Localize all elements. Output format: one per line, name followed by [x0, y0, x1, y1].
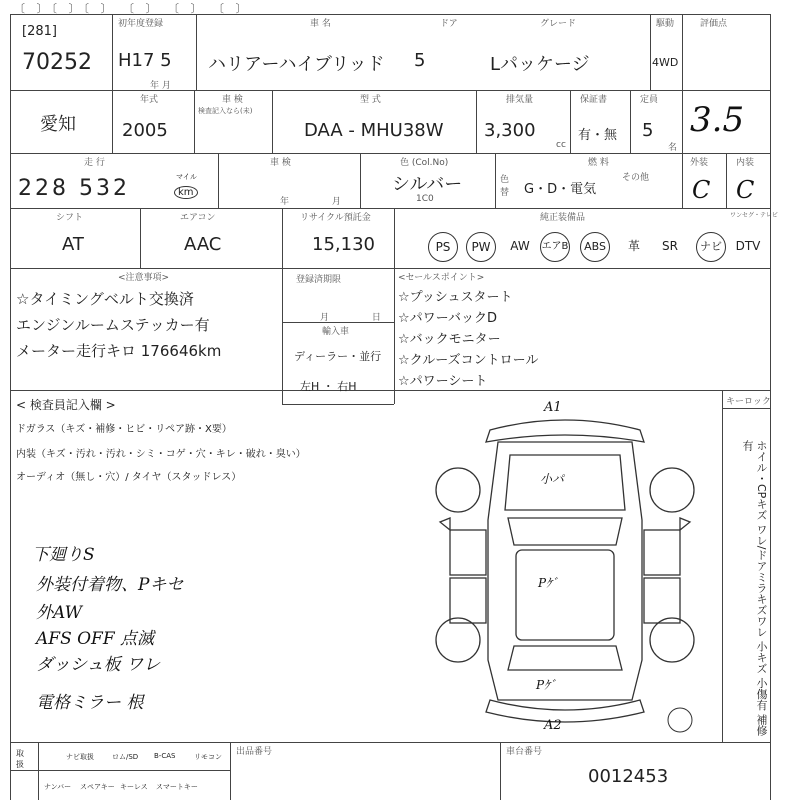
color-no: 1C0 [416, 194, 434, 204]
model-label: 型 式 [360, 95, 381, 105]
handle-value: 左H ・ 右H [300, 380, 357, 393]
exterior-label: 外装 [690, 158, 709, 168]
doors-value: 5 [414, 50, 426, 71]
v6 [272, 90, 273, 153]
v4 [682, 14, 683, 153]
h-notes-bottom [282, 404, 394, 405]
car-name-label: 車 名 [310, 19, 331, 29]
mirror-left [440, 518, 450, 530]
v3 [650, 14, 651, 90]
sales-line-1: ☆プッシュスタート [398, 290, 513, 305]
sales-line-3: ☆バックモニター [398, 332, 501, 347]
inspector-line-3: オーディオ（無し・穴）/ タイヤ（スタッドレス） [16, 472, 242, 483]
door-rr [644, 578, 680, 623]
shift-label: シフト [56, 213, 84, 223]
front-bumper-shape [486, 420, 644, 442]
footer-handling: 取扱 [16, 749, 24, 769]
year-label: 年式 [140, 95, 159, 105]
displacement-unit: cc [556, 140, 566, 150]
v12 [495, 153, 496, 208]
line-footer [10, 742, 770, 743]
displacement-value: 3,300 [484, 120, 536, 141]
rear-glass-shape [508, 646, 622, 670]
frame-left [10, 14, 11, 800]
hand-note-4: AFS OFF 点滅 [36, 629, 155, 649]
caution-line-3: メーター走行キロ 176646km [16, 342, 222, 360]
hand-note-2: 外装付着物、Pキセ [36, 575, 184, 595]
sales-line-4: ☆クルーズコントロール [398, 353, 539, 368]
key-lock-label: キーロック [726, 397, 771, 407]
door-rl [450, 578, 486, 623]
capacity-label: 定員 [640, 95, 659, 105]
equip-abs: ABS [580, 232, 610, 262]
chassis-number: 0012453 [588, 766, 669, 787]
v19 [394, 268, 395, 404]
hand-note-1: 下廻りS [32, 545, 95, 565]
sales-label: <セールスポイント> [398, 273, 485, 283]
v5 [194, 90, 195, 153]
footer-spare-key: スペアキー [80, 783, 115, 791]
equip-dtv: DTV [735, 239, 761, 253]
side-notes: ホイル・CPキズ ワレ/ドアミラキズワレ 小キズ 小傷有 補修有 [741, 440, 768, 737]
equip-pw: PW [466, 232, 496, 262]
capacity-value: 5 [642, 120, 654, 141]
equipment-label: 純正装備品 [540, 213, 586, 223]
inspector-line-1: ドガラス（キズ・補修・ヒビ・リペア跡・X要） [16, 424, 232, 435]
v8 [570, 90, 571, 153]
body-outline-shape [488, 442, 642, 700]
aircon-value: AAC [184, 234, 222, 255]
mileage-unit-mile: マイル [176, 173, 197, 181]
inspection-sub: 年 月 [280, 197, 341, 207]
sales-line-5: ☆パワーシート [398, 374, 488, 389]
aircon-label: エアコン [180, 213, 216, 223]
wheel-rl [436, 618, 480, 662]
v13 [682, 153, 683, 208]
color-change-label: 色替 [500, 175, 510, 198]
fuel-other: その他 [622, 173, 650, 183]
wheel-fl [436, 468, 480, 512]
chassis-label: 車台番号 [506, 747, 543, 757]
sheet-title: 〔 〕〔 〕〔 〕 〔 〕 〔 〕 〔 〕 [14, 2, 251, 15]
import-value: ディーラー・並行 [294, 350, 382, 363]
equip-ps: PS [428, 232, 458, 262]
mirror-right [680, 518, 690, 530]
equip-navi: ナビ [696, 232, 726, 262]
color-label: 色 (Col.No) [400, 158, 449, 168]
color-value: シルバー [392, 174, 463, 195]
line-notes [10, 390, 770, 391]
hood-shape [505, 455, 625, 510]
v10 [218, 153, 219, 208]
shaken-label: 車 検 [222, 95, 243, 105]
equip-leather: 革 [627, 239, 640, 253]
footer-number: ナンバー [44, 783, 72, 791]
diagram-mark-a1: A1 [544, 400, 562, 415]
inspector-label: < 検査員記入欄 > [16, 398, 116, 412]
v14 [726, 153, 727, 208]
hand-note-3: 外AW [36, 603, 83, 623]
sales-line-2: ☆パワーバックD [398, 311, 498, 326]
fv2 [230, 742, 231, 800]
diagram-mark-a2: A2 [544, 718, 562, 733]
wheel-fr [650, 468, 694, 512]
caution-line-1: ☆タイミングベルト交換済 [16, 290, 194, 308]
equip-sr: SR [662, 239, 678, 253]
hand-note-6: 電格ミラー 根 [36, 693, 144, 713]
v16 [282, 208, 283, 268]
line-row1 [10, 90, 770, 91]
seller-label: 出品番号 [236, 747, 273, 757]
drive-label: 駆動 [656, 19, 675, 29]
fv3 [500, 742, 501, 800]
lot-number: 70252 [22, 50, 92, 75]
spare-wheel-mark [668, 708, 692, 732]
wheel-rr [650, 618, 694, 662]
windshield-shape [508, 518, 622, 545]
line-row4 [10, 268, 770, 269]
tv-label: ワンセグ・テレビ [730, 212, 778, 219]
displacement-label: 排気量 [506, 95, 534, 105]
reg-label: 登録済期限 [296, 275, 342, 285]
doors-label: ドア [440, 19, 458, 29]
fuel-label: 燃 料 [588, 158, 609, 168]
mileage-label: 走 行 [84, 158, 105, 168]
footer-remote: リモコン [194, 753, 222, 761]
v1 [112, 14, 113, 153]
line-row3 [10, 208, 770, 209]
v11 [360, 153, 361, 208]
location: 愛知 [40, 114, 76, 135]
line-row2 [10, 153, 770, 154]
v-key [722, 390, 723, 742]
h-key [722, 408, 770, 409]
exterior-value: C [692, 176, 711, 204]
fuel-value: G・D・電気 [524, 182, 597, 197]
interior-label: 内装 [736, 158, 755, 168]
v18 [282, 268, 283, 404]
reg-sub: 月 日 [320, 313, 381, 323]
equip-aw: AW [510, 239, 530, 253]
first-reg-value: H17 5 [118, 50, 172, 71]
diagram-mark-rear: Pｹﾞ [536, 678, 557, 692]
shift-value: AT [62, 234, 84, 255]
footer-bcas: B-CAS [154, 752, 176, 760]
grade-label: グレード [540, 19, 577, 29]
import-label: 輸入車 [322, 327, 350, 337]
fv1 [38, 742, 39, 800]
warranty-value: 有・無 [578, 128, 618, 143]
warranty-label: 保証書 [580, 95, 608, 105]
drive-value: 4WD [652, 56, 679, 69]
roof-shape [516, 550, 614, 640]
v2 [196, 14, 197, 90]
first-reg-label: 初年度登録 [118, 19, 164, 29]
v7 [476, 90, 477, 153]
interior-value: C [736, 176, 755, 204]
rear-bumper-shape [486, 700, 644, 722]
v9 [630, 90, 631, 153]
capacity-unit: 名 [668, 143, 678, 153]
footer-keyless: キーレス [120, 783, 148, 791]
inspection-label: 車 検 [270, 158, 291, 168]
v15 [140, 208, 141, 268]
frame-right [770, 14, 771, 800]
footer-mid [10, 770, 230, 771]
diagram-mark-roof: Pｹﾞ [538, 576, 559, 590]
car-name: ハリアーハイブリッド [208, 54, 385, 75]
door-fl [450, 530, 486, 575]
caution-line-2: エンジンルームステッカー有 [16, 316, 210, 334]
car-diagram [420, 400, 710, 740]
footer-navi: ナビ取扱 [66, 753, 94, 761]
lot-label: [281] [22, 24, 57, 39]
score-label: 評価点 [700, 19, 728, 29]
year-value: 2005 [122, 120, 168, 141]
footer-smart-key: スマートキー [156, 783, 198, 791]
score-value: 3.5 [690, 100, 745, 140]
model-value: DAA - MHU38W [304, 120, 444, 141]
door-fr [644, 530, 680, 575]
v17 [394, 208, 395, 268]
recycle-label: リサイクル預託金 [300, 213, 371, 223]
caution-label: <注意事項> [118, 273, 170, 283]
grade-value: Lパッケージ [490, 54, 590, 75]
mileage-unit-km: km [174, 186, 198, 199]
equip-airbag: エアB [540, 232, 570, 262]
hand-note-5: ダッシュ板 ワレ [36, 655, 161, 675]
footer-rom: ロム/SD [112, 753, 139, 761]
diagram-mark-hood: 小パ [540, 472, 565, 486]
shaken-sub: 検査記入なら(未) [198, 107, 253, 115]
recycle-value: 15,130 [312, 234, 375, 255]
mileage-value: 228 532 [18, 176, 130, 201]
inspector-line-2: 内装（キズ・汚れ・汚れ・シミ・コゲ・穴・キレ・破れ・臭い） [16, 449, 306, 460]
first-reg-sub: 年 月 [150, 81, 171, 91]
